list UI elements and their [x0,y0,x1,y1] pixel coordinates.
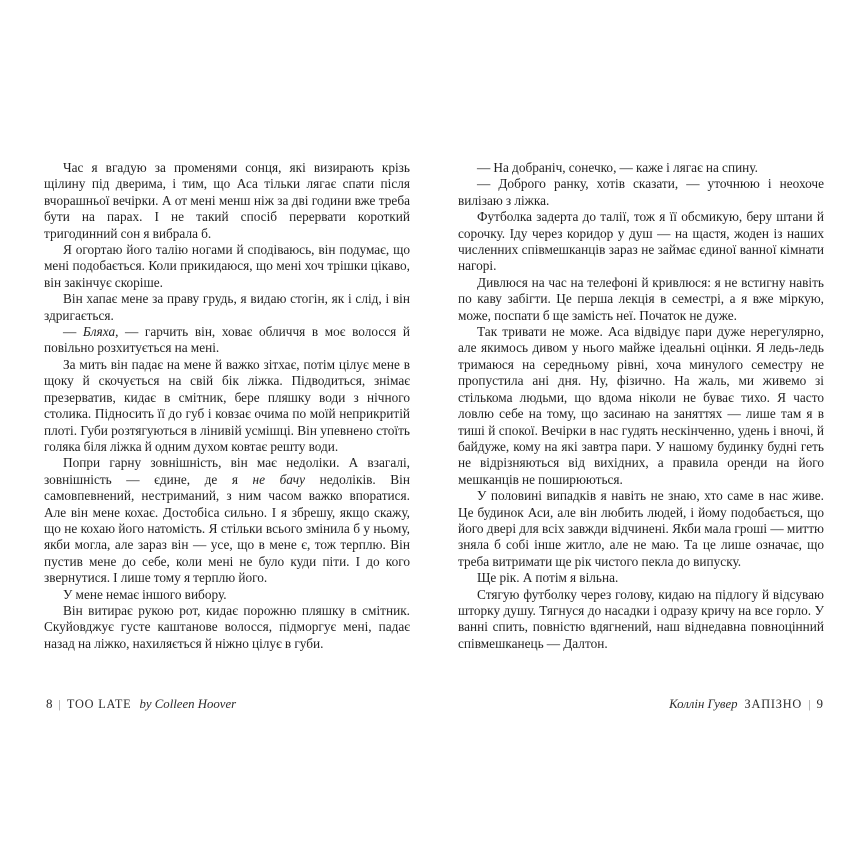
page-number: 9 [816,696,823,711]
text-run: Він хапає мене за праву грудь, я видаю стогін, як і слід, і він здригається. [44,291,410,323]
paragraph [458,209,824,275]
text-run: Час я вгадую за променями сонця, які визирають крізь щілину під дверима, і тим, що Аса тільки лягає спати після вчорашньої вечірки. А от мені менш ніж за дві години вже треба бути на парах. І не такий спосіб перервати короткий тригодинний сон я вибрала б. [44,160,410,241]
footer-separator-bar: | [58,697,61,711]
paragraph-dialogue [458,160,824,176]
paragraph [458,488,824,570]
text-run: Футболка задерта до талії, тож я її обсмикую, беру штани й сорочку. Іду через коридор у душ — на щастя, жоден із наших численних співмешканців зараз не займає єдиної ванної кімнати нагорі. [458,209,824,274]
right-page-text-column [458,160,824,652]
paragraph [44,357,410,455]
text-run: У половині випадків я навіть не знаю, хто саме в нас живе. Це будинок Аси, але він любить людей, і йому подобається, що його двері для всіх завжди відчинені. Якби мала гроші — миттю зняла б собі інше житло, але не маю. Та це лише означає, що треба витримати ще рік чистого пекла до випуску. [458,488,824,569]
paragraph [458,275,824,324]
paragraph [44,291,410,324]
italic-text-run: не бачу [252,471,306,487]
text-run: Так тривати не може. Аса відвідує пари дуже нерегулярно, але якимось дивом у нього майже ідеальні оцінки. Я ледь-ледь тримаюся на середньому рівні, хоча минулого семестру не пропустила ані дня. Ну, фізично. На жаль, ми живемо зі стількома людьми, що вдома ніколи не буває тихо. Я часто ловлю себе на тому, що засинаю на заняттях — лише там я в тиші й спокої. Вечірки в нас гудять нескінченно, удень і вночі, й байдуже, кому на які завтра пари. У нашому будинку будні геть не відрізняються від вихідних, а правила оренди на його мешканців не поширюються. [458,324,824,487]
text-run: Стягую футболку через голову, кидаю на підлогу й відсуваю шторку душу. Тягнуся до насадки і одразу кричу на все горло. У ванні спить, повністю вдягнений, наш віднедавна повноцінний співмешканець — Далтон. [458,586,824,651]
book-author: Коллін Гувер [669,697,738,711]
footer-separator-bar: | [808,697,811,711]
text-run: — Доброго ранку, хотів сказати, — уточнюю і неохоче вилізаю з ліжка. [458,176,824,208]
paragraph [44,160,410,242]
left-page-text-column [44,160,410,652]
paragraph [44,587,410,603]
paragraph [458,570,824,586]
paragraph [458,587,824,653]
page-number: 8 [46,696,53,711]
text-run: Ще рік. А потім я вільна. [477,570,619,586]
left-page-footer [46,696,236,712]
text-run: У мене немає іншого вибору. [63,586,227,602]
paragraph-dialogue [44,324,410,357]
text-run: Він витирає рукою рот, кидає порожню пляшку в смітник. Скуйовджує густе каштанове волосся, підморгує мені, падає назад на ліжко, нахиляється й ніжно цілує в губи. [44,602,410,651]
paragraph-dialogue [458,176,824,209]
book-title-original: TOO LATE [66,697,132,711]
right-page-footer [669,696,823,712]
text-run: Дивлюся на час на телефоні й кривлюся: я не встигну навіть по каву забігти. Це перша лекція в семестрі, а я вже міркую, може, поспати б ще замість неї. Початок не дуже. [458,274,824,323]
paragraph [44,242,410,291]
text-run: За мить він падає на мене й важко зітхає, потім цілує мене в щоку й скочується на свій бік ліжка. Підводиться, знімає презерватив, кидає в смітник, бере пляшку води з нічного столика. Підносить її до губ і ковзає очима по моїй неприкритій плоті. Губи розтягуються в лінивій усмішці. Він упевнено стоїть голяка біля ліжка й одним духом ковтає решту води. [44,356,410,454]
text-run: Попри гарну зовнішність, він має недоліки. А взагалі, зовнішність — єдине, де я [44,455,410,487]
text-run: — [63,324,83,340]
book-title-translated: ЗАПІЗНО [744,697,803,711]
book-byline: by Colleen Hoover [139,697,237,711]
paragraph [44,603,410,652]
text-run: Я огортаю його талію ногами й сподіваюсь, він подумає, що мені подобається. Коли прикидаюся, що мені хоч трішки цікаво, він закінчує скоріше. [44,242,410,290]
text-run: недоліків. Він самовпевнений, нестриманий, з ним часом важко впоратися. Але він мене кохає. Достобіса сильно. І я збрешу, якщо скажу, що не кохаю його натомість. Я стільки всього змінила б у ньому, якби могла, але зараз він — усе, що в мене є, тож терплю. Він пустив мене до себе, коли мені не було куди піти. І до кого звернутися. І лише тому я терплю його. [44,471,410,586]
text-run: , — гарчить він, ховає обличчя в моє волосся й повільно розхитується на мені. [44,324,410,356]
paragraph [458,324,824,488]
text-run: — На добраніч, сонечко, — каже і лягає на спину. [477,160,758,175]
italic-text-run: Бляха [82,324,116,340]
paragraph [44,455,410,586]
